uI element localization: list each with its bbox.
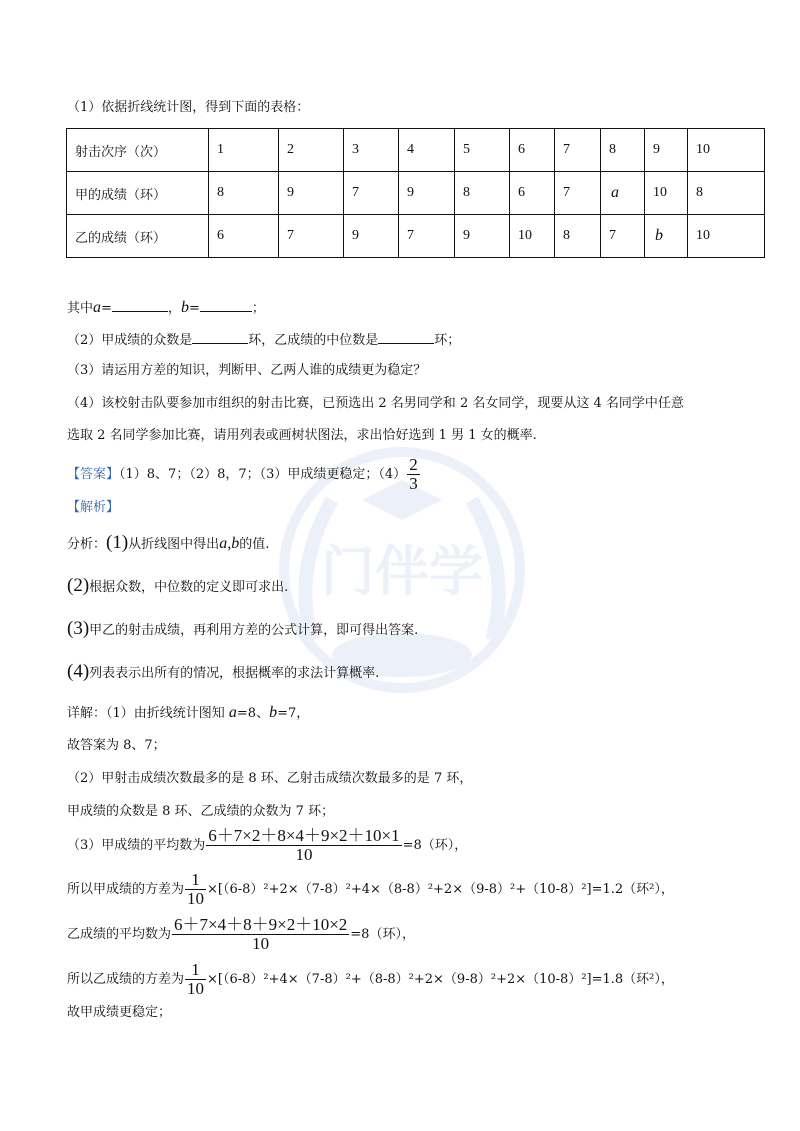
table-cell: 3 xyxy=(344,129,399,172)
question-3: （3）请运用方差的知识，判断甲、乙两人谁的成绩更为稳定？ xyxy=(67,363,427,378)
table-cell: 7 xyxy=(399,215,455,258)
table-cell: 9 xyxy=(645,129,688,172)
table-cell: 1 xyxy=(209,129,279,172)
scores-table xyxy=(66,128,765,258)
variable-a: a xyxy=(93,299,102,316)
detail-7: 乙成绩的平均数为 $\frac{6+7\times 4+8+9\times 2+10\times 2}{10}$ =8（环）， xyxy=(67,915,415,953)
table-cell-variable-a: a xyxy=(601,172,645,215)
analysis-4: (4)列表表示出所有的情况，根据概率的求法计算概率. xyxy=(67,661,380,682)
question-1-intro: （1）依据折线统计图，得到下面的表格： xyxy=(67,100,310,115)
table-cell: 乙的成绩（环） xyxy=(67,215,209,258)
detail-6: 所以甲成绩的方差为 $\frac{1}{10}$ ×[（6-8）²+2×（7-8）²+4×（8-8）²+2×（9-8）²+（10-8）²]=1.2（环²）， xyxy=(67,870,674,908)
blank-a[interactable] xyxy=(112,297,168,312)
table-row-yi xyxy=(67,215,765,258)
table-cell: 9 xyxy=(344,215,399,258)
blank-b[interactable] xyxy=(200,297,252,312)
table-cell: 8 xyxy=(601,129,645,172)
table-row-jia xyxy=(67,172,765,215)
answer-tag: 【答案】 xyxy=(67,467,120,482)
detail-3: （2）甲射击成绩次数最多的是 8 环、乙射击成绩次数最多的是 7 环， xyxy=(67,771,473,786)
table-cell: 8 xyxy=(455,172,510,215)
question-2: （2）甲成绩的众数是 环，乙成绩的中位数是 环； xyxy=(67,329,460,351)
detail-5: （3）甲成绩的平均数为 $\frac{6+7\times 2+8\times 4+9\times 2+10\times 1}{10}$ =8（环）， xyxy=(67,826,468,864)
variance-fraction-jia: $\frac{1}{10}$ xyxy=(187,870,205,908)
table-cell: 7 xyxy=(279,215,344,258)
answer-line: 【答案】（1）8、7；（2）8，7；（3）甲成绩更稳定；（4） $\frac{2}{3}$ xyxy=(67,455,418,493)
variance-fraction-yi: $\frac{1}{10}$ xyxy=(187,960,205,998)
table-cell: 6 xyxy=(510,172,555,215)
fill-in-line: 其中a= ，b= ； xyxy=(67,299,265,316)
table-cell: 5 xyxy=(455,129,510,172)
table-cell: 7 xyxy=(601,215,645,258)
analysis-2: (2)根据众数，中位数的定义即可求出. xyxy=(67,575,289,596)
detail-2: 故答案为 8、7； xyxy=(67,738,166,753)
table-cell: 4 xyxy=(399,129,455,172)
table-cell: 10 xyxy=(510,215,555,258)
table-cell: 10 xyxy=(688,215,765,258)
table-cell: 7 xyxy=(555,172,601,215)
variable-b: b xyxy=(180,299,189,316)
table-cell-variable-b: b xyxy=(645,215,688,258)
analysis-1: 分析：(1)从折线图中得出a,b的值. xyxy=(67,532,270,553)
table-cell: 9 xyxy=(399,172,455,215)
table-cell: 6 xyxy=(209,215,279,258)
table-cell: 10 xyxy=(688,129,765,172)
detail-1: 详解：（1）由折线统计图知 a=8、b=7， xyxy=(67,704,310,721)
table-cell: 甲的成绩（环） xyxy=(67,172,209,215)
analysis-tag: 【解析】 xyxy=(67,500,120,515)
table-cell: 7 xyxy=(555,129,601,172)
table-cell: 9 xyxy=(455,215,510,258)
table-cell: 8 xyxy=(688,172,765,215)
question-4-line2: 选取 2 名同学参加比赛，请用列表或画树状图法，求出恰好选到 1 男 1 女的概率. xyxy=(67,428,537,443)
detail-8: 所以乙成绩的方差为 $\frac{1}{10}$ ×[（6-8）²+4×（7-8）²+（8-8）²+2×（9-8）²+2×（10-8）²]=1.8（环²）， xyxy=(67,960,674,998)
table-cell: 8 xyxy=(555,215,601,258)
blank-mode[interactable] xyxy=(192,329,248,344)
answer-fraction: $\frac{2}{3}$ xyxy=(409,455,418,493)
mean-fraction-jia: $\frac{6+7\times 2+8\times 4+9\times 2+10\times 1}{10}$ xyxy=(208,826,400,864)
analysis-3: (3)甲乙的射击成绩，再利用方差的公式计算，即可得出答案. xyxy=(67,618,419,639)
table-row-order xyxy=(67,129,765,172)
detail-4: 甲成绩的众数是 8 环、乙成绩的众数为 7 环； xyxy=(67,804,335,819)
table-cell: 7 xyxy=(344,172,399,215)
question-4-line1: （4）该校射击队要参加市组织的射击比赛，已预选出 2 名男同学和 2 名女同学，现要从这 4 名同学中任意 xyxy=(67,396,684,411)
table-cell: 2 xyxy=(279,129,344,172)
table-cell: 9 xyxy=(279,172,344,215)
mean-fraction-yi: $\frac{6+7\times 4+8+9\times 2+10\times 2}{10}$ xyxy=(174,915,348,953)
table-cell: 射击次序（次） xyxy=(67,129,209,172)
watermark-text: 门伴学 xyxy=(321,540,483,603)
detail-9: 故甲成绩更稳定； xyxy=(67,1005,172,1020)
table-cell: 8 xyxy=(209,172,279,215)
table-cell: 10 xyxy=(645,172,688,215)
table-cell: 6 xyxy=(510,129,555,172)
blank-median[interactable] xyxy=(378,329,434,344)
